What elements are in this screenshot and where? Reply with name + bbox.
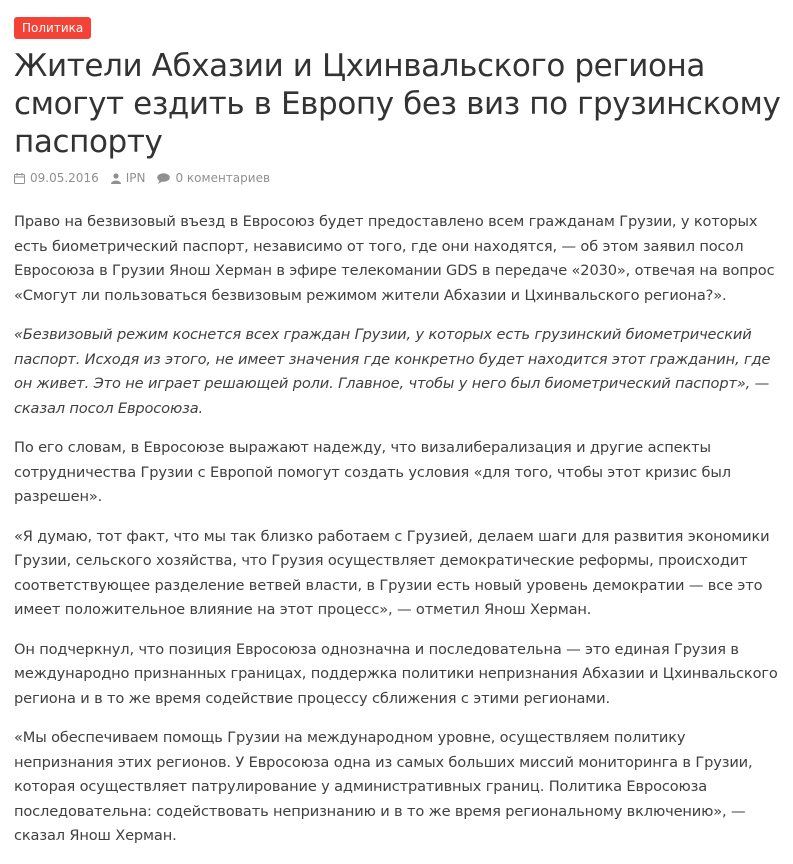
article xyxy=(14,17,784,864)
paragraph: «Мы обеспечиваем помощь Грузии на международном уровне, осуществляем политику непризнания этих регионов. У Евросоюза одна из самых больших миссий мониторинга в Грузии, которая осуществляет патрулирование у административных границ. Политика Евросоюза последовательна: содействовать непризнанию и в то же время региональному включению», — сказал Янош Херман. xyxy=(14,729,753,844)
comments-link[interactable]: 0 коментариев xyxy=(175,171,271,185)
article-meta xyxy=(14,170,784,186)
paragraph: Он подчеркнул, что позиция Евросоюза однозначна и последовательна — это единая Грузия в международно признанных границах, поддержка политики непризнания Абхазии и Цхинвальского региона и в то же время содействие процессу сближения с этими регионами. xyxy=(14,640,778,707)
meta-date xyxy=(14,171,99,185)
date-link[interactable]: 09.05.2016 xyxy=(30,171,99,185)
article-body xyxy=(14,210,784,849)
meta-comments xyxy=(157,171,270,185)
paragraph: «Я думаю, тот факт, что мы так близко работаем с Грузией, делаем шаги для развития экономики Грузии, сельского хозяйства, что Грузия осуществляет демократические реформы, происходит соответствующее разделение ветвей власти, в Грузии есть новый уровень демократии — все это имеет положительное влияние на этот процесс», — отметил Янош Херман. xyxy=(14,527,770,618)
article-title: Жители Абхазии и Цхинвальского региона смогут ездить в Европу без виз по грузинскому паспорту xyxy=(14,48,781,160)
category-badge[interactable]: Политика xyxy=(14,17,91,39)
comment-icon xyxy=(157,173,170,184)
calendar-icon xyxy=(14,173,25,184)
paragraph-quote: «Безвизовый режим коснется всех граждан Грузии, у которых есть грузинский биометрический паспорт. Исходя из этого, не имеет значения где конкретно будет находится этот гражданин, где он живет. Это не играет решающей роли. Главное, чтобы у него был биометрический паспорт», — сказал посол Евросоюза. xyxy=(14,326,771,417)
meta-author xyxy=(111,171,146,185)
author-link[interactable]: IPN xyxy=(125,171,146,185)
user-icon xyxy=(111,173,121,184)
paragraph: По его словам, в Евросоюзе выражают надежду, что визалиберализация и другие аспекты сотрудничества Грузии с Европой помогут создать условия «для того, чтобы этот кризис был разрешен». xyxy=(14,439,731,505)
paragraph: Право на безвизовый въезд в Евросоюз будет предоставлено всем гражданам Грузии, у которых есть биометрический паспорт, независимо от того, где они находятся, — об этом заявил посол Евросоюза в Грузии Янош Херман в эфире телекомании GDS в передаче «2030», отвечая на вопрос «Смогут ли пользоваться безвизовым режимом жители Абхазии и Цхинвальского региона?». xyxy=(14,213,775,304)
